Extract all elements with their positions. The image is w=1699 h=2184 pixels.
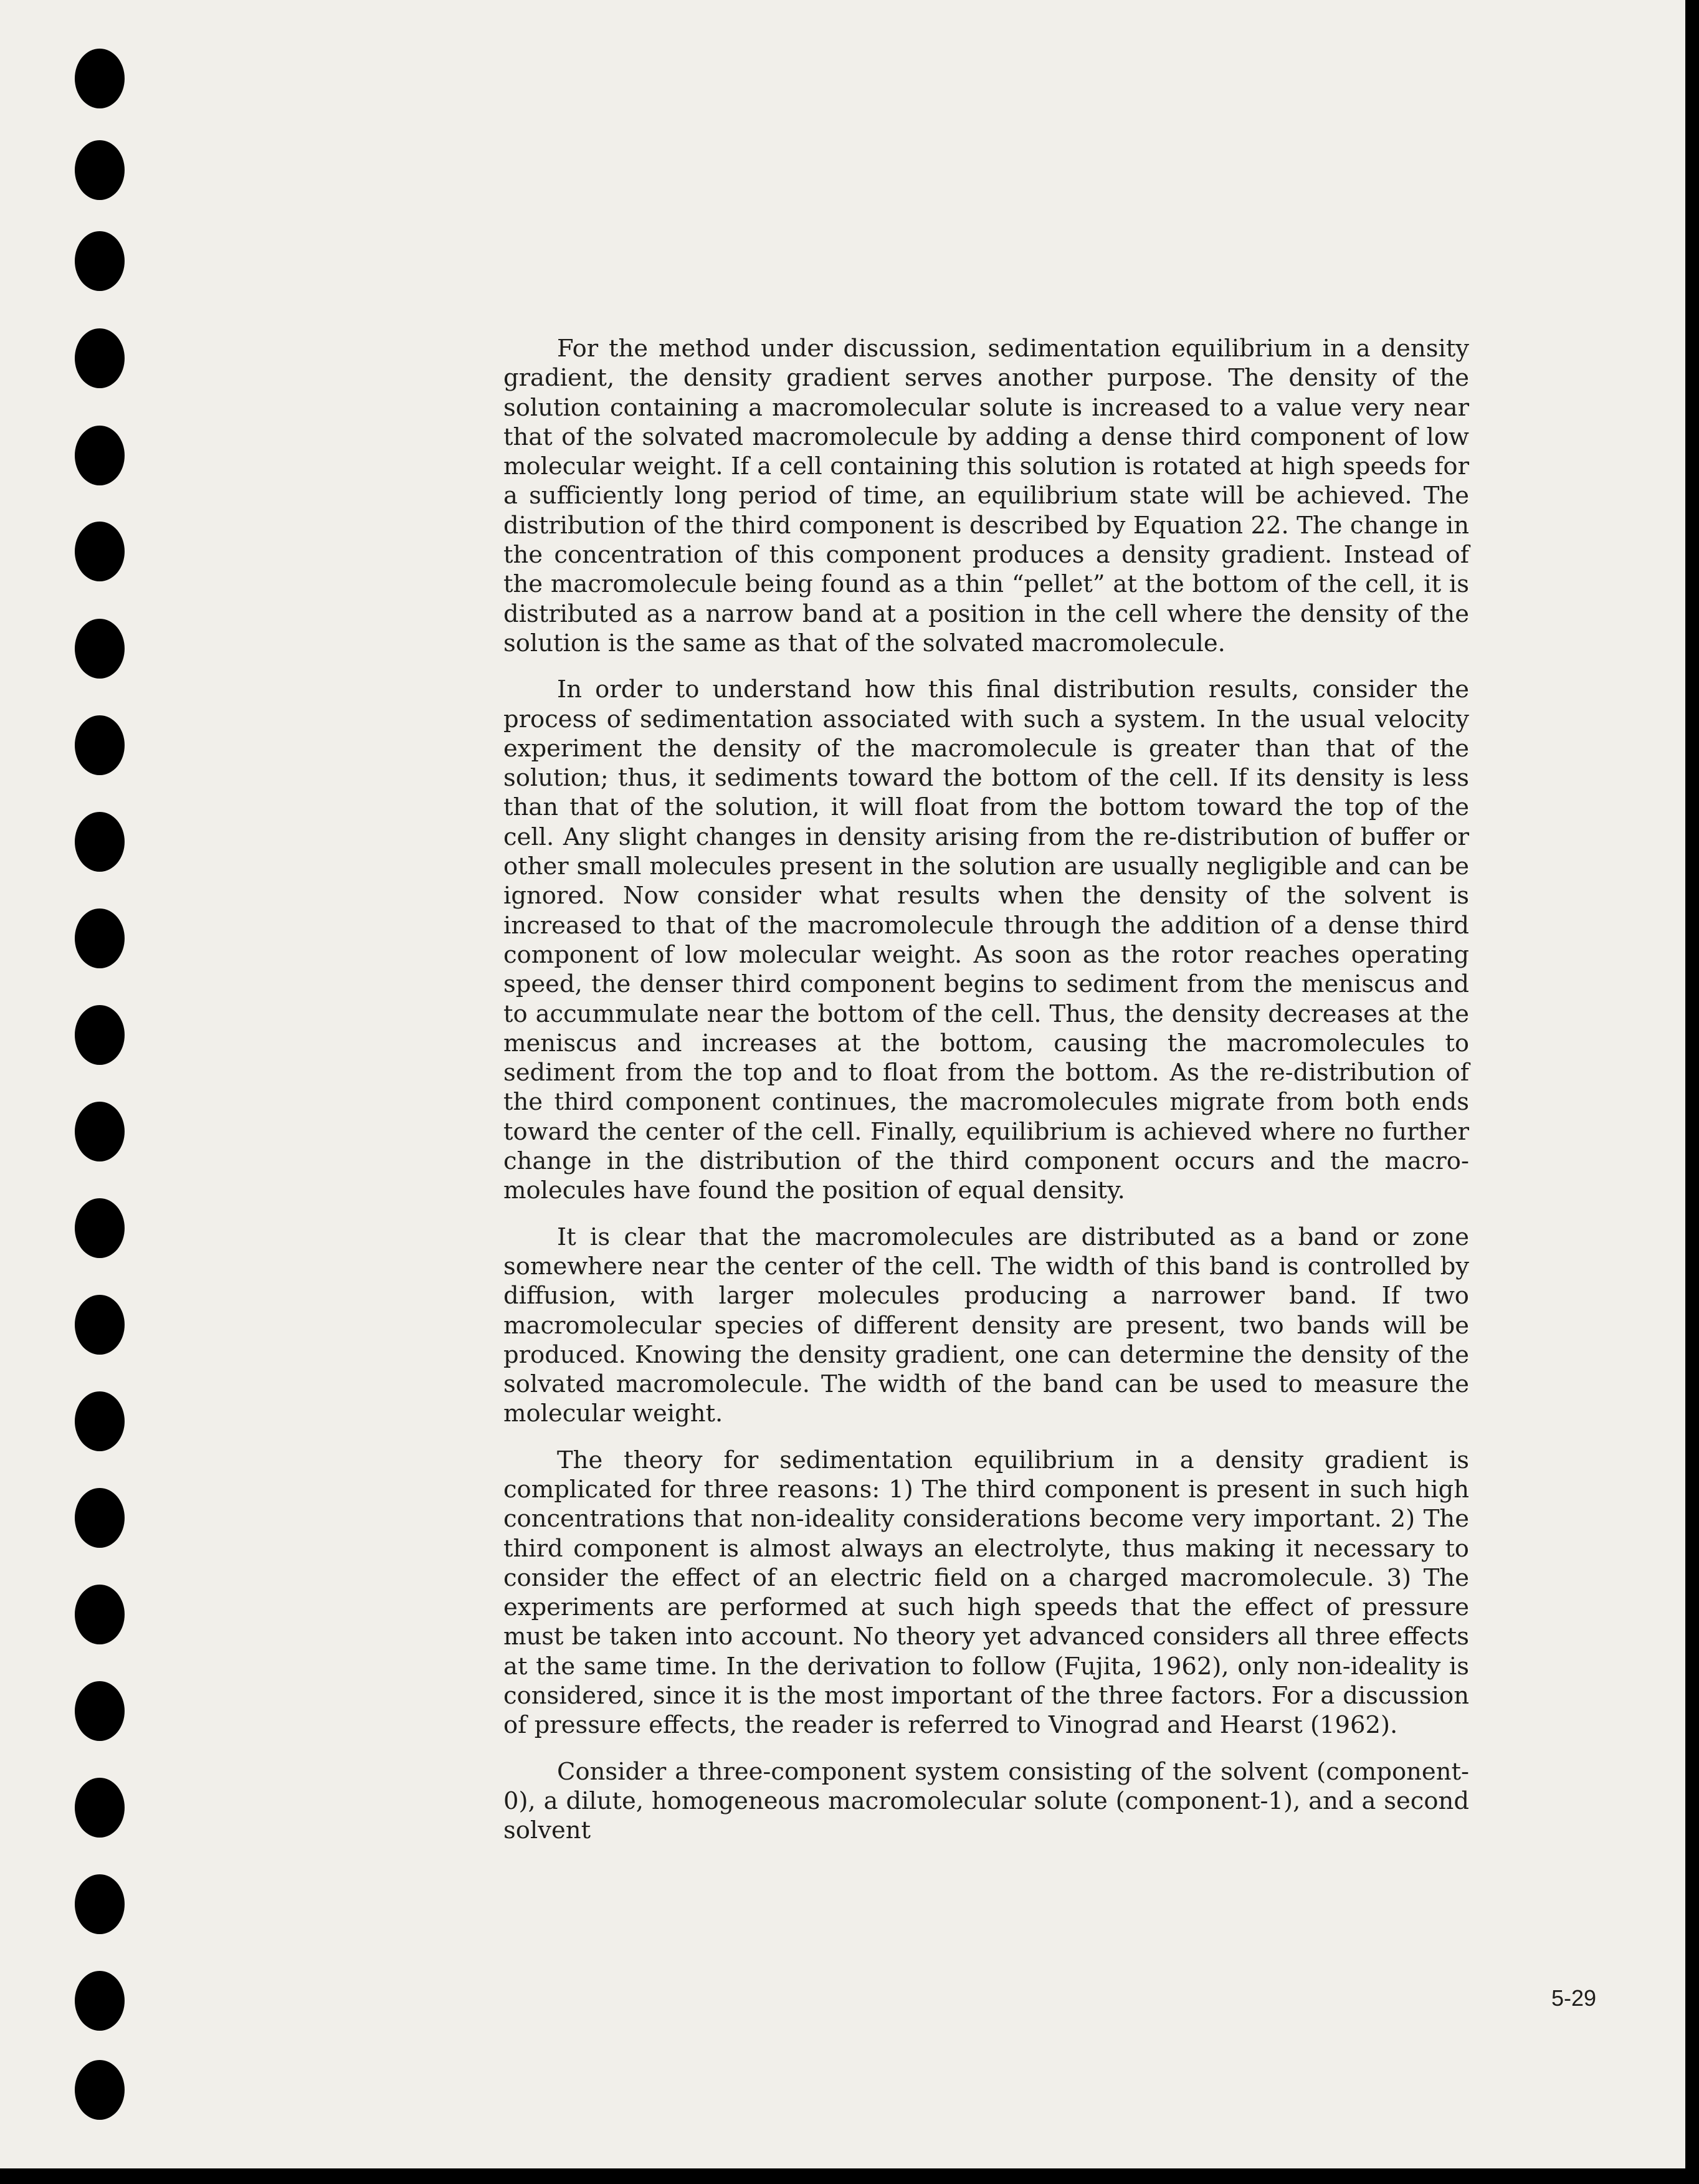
page-number: 5-29 [1551,1985,1597,2011]
binder-hole-icon [75,619,125,679]
binder-hole-icon [75,1585,125,1644]
paragraph-theory-complications: The theory for sedimentation equilibrium in a density gradient is complicated for three reasons: 1) The third component is present in such high concentrations that non-ideality considerations become very important. 2) The third component is almost always an electrolyte, thus making it necessary to consider the effect of an electric field on a charged macromolecule. 3) The experiments are performed at such high speeds that the effect of pressure must be taken into account. No theory yet advanced considers all three effects at the same time. In the derivation to follow (Fujita, 1962), only non-ideality is considered, since it is the most important of the three factors. For a discussion of pressure effects, the reader is referred to Vinograd and Hearst (1962). [503,1446,1469,1740]
binder-hole-icon [75,1681,125,1741]
binder-hole-icon [75,1778,125,1838]
paragraph-sedimentation-process: In order to understand how this final distribution results, consider the process of sedimentation associated with such a system. In the usual velocity experiment the density of the macromolecule is greater than that of the solution; thus, it sediments toward the bottom of the cell. If its density is less than that of the solution, it will float from the bottom toward the top of the cell. Any slight changes in density arising from the re-distribution of buffer or other small molecules present in the solution are usually negligible and can be ignored. Now consider what results when the density of the solvent is increased to that of the macromolecule through the addition of a dense third component of low molecular weight. As soon as the rotor reaches operating speed, the denser third component begins to sediment from the meniscus and to accummulate near the bottom of the cell. Thus, the density decreases at the meniscus and increases at the bottom, causing the macromolecules to sediment from the top and to float from the bottom. As the re-distribution of the third component continues, the macromolecules migrate from both ends toward the center of the cell. Finally, equilibrium is achieved where no further change in the distribution of the third component occurs and the macromolecules have found the position of equal density. [503,675,1469,1205]
binder-hole-icon [75,715,125,775]
binder-hole-icon [75,140,125,200]
paragraph-density-gradient-purpose: For the method under discussion, sedimentation equilibrium in a density gradient, the density gradient serves another purpose. The density of the solution containing a macromolecular solute is increased to a value very near that of the solvated macromolecule by adding a dense third component of low molecular weight. If a cell containing this solution is rotated at high speeds for a sufficiently long period of time, an equilibrium state will be achieved. The distribution of the third component is described by Equation 22. The change in the concentration of this component produces a density gradient. Instead of the macromolecule being found as a thin “pellet” at the bottom of the cell, it is distributed as a narrow band at a position in the cell where the density of the solution is the same as that of the solvated macromolecule. [503,335,1469,657]
binder-hole-icon [75,231,125,291]
binder-hole-icon [75,328,125,388]
paragraph-band-distribution: It is clear that the macromolecules are distributed as a band or zone somewhere near the center of the cell. The width of this band is controlled by diffusion, with larger molecules producing a narrower band. If two macromolecular species of different density are present, two bands will be produced. Knowing the density gradient, one can determine the density of the solvated macromolecule. The width of the band can be used to measure the molecular weight. [503,1223,1469,1428]
binder-hole-icon [75,426,125,485]
binder-hole-icon [75,49,125,108]
binder-hole-icon [75,522,125,581]
binder-hole-icon [75,1198,125,1258]
paragraph-three-component-system: Consider a three-component system consisting of the solvent (component-0), a dilute, homogeneous macromolecular solute (component-1), and a second solvent [503,1757,1469,1845]
body-text [503,334,1469,1862]
binder-hole-icon [75,1971,125,2031]
binder-hole-icon [75,1102,125,1161]
binder-hole-icon [75,1874,125,1934]
binder-hole-icon [75,812,125,872]
binder-hole-icon [75,1391,125,1451]
binder-hole-icon [75,1488,125,1548]
binder-hole-icon [75,908,125,968]
binder-hole-icon [75,2060,125,2120]
binder-hole-icon [75,1295,125,1355]
binder-hole-icon [75,1005,125,1065]
